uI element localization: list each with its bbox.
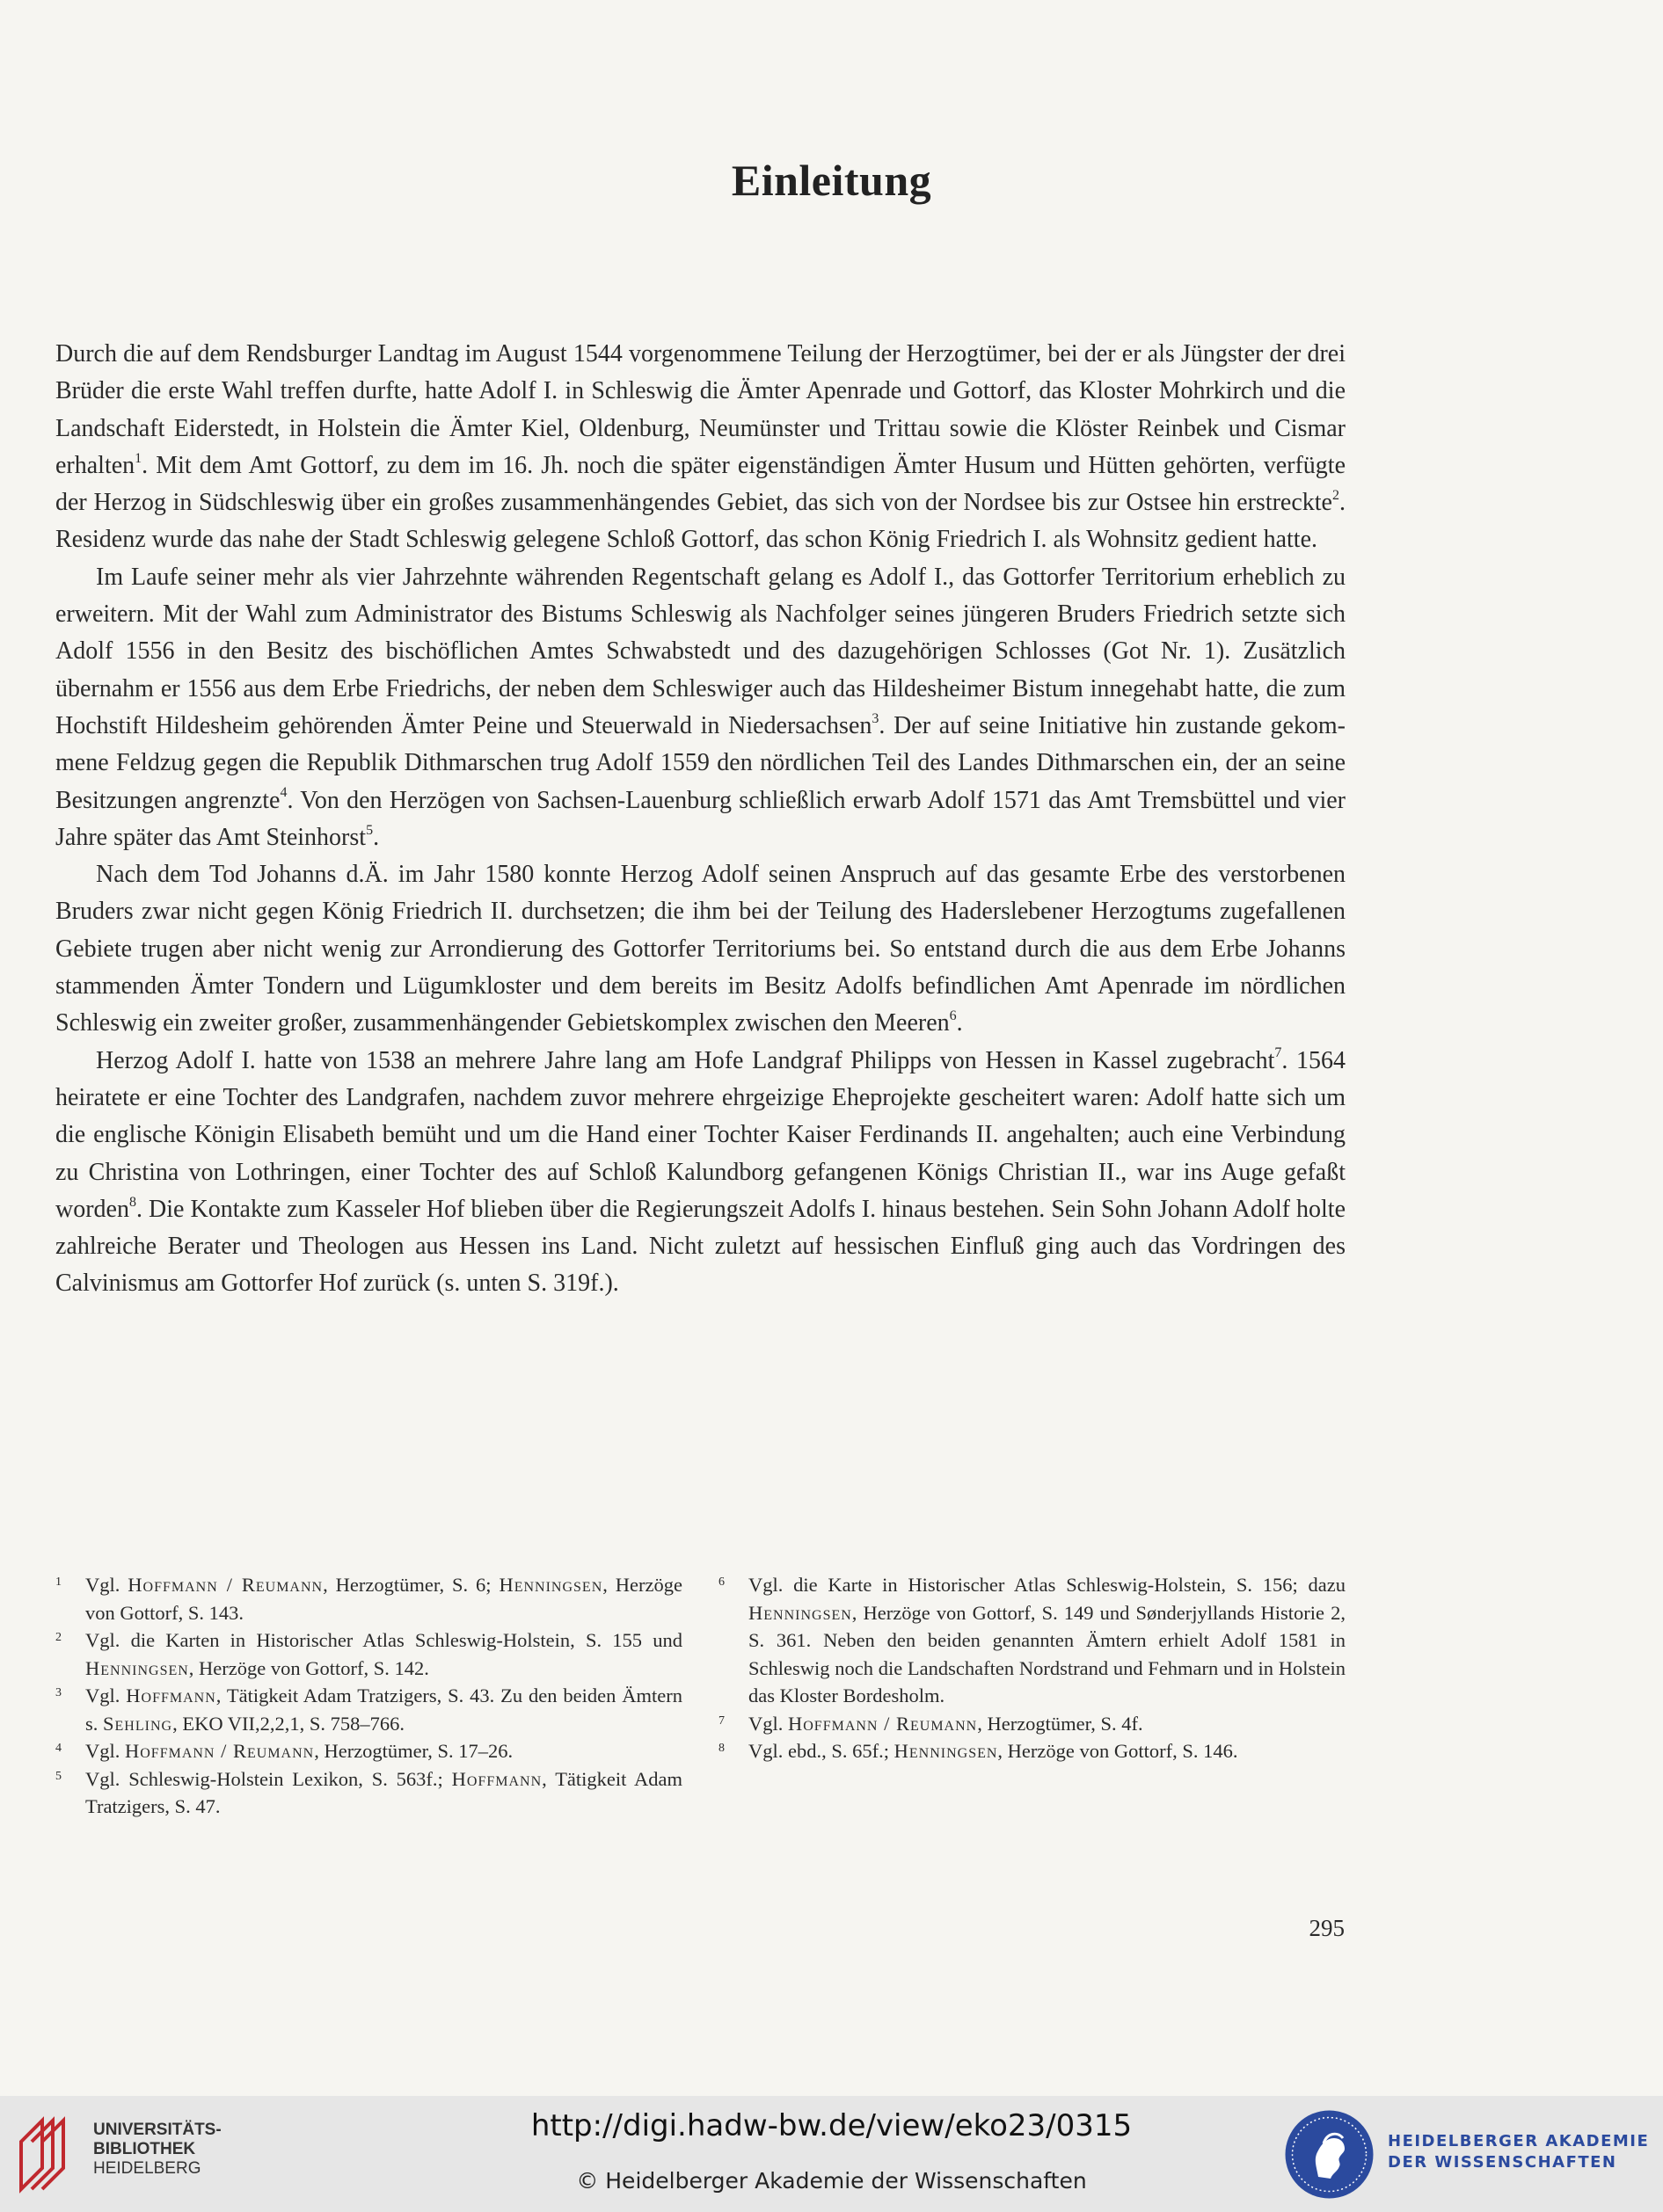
footnote-number: 3: [55, 1686, 62, 1699]
footnote-reference: 4: [280, 785, 288, 801]
footnote-reference: 2: [1332, 487, 1339, 503]
text-run: Vgl. die Karte in Historischer Atlas Schleswig-Holstein, S. 156; dazu: [748, 1574, 1346, 1596]
text-run: Nach dem Tod Johanns d.Ä. im Jahr 1580 konnte Herzog Adolf seinen Anspruch auf das gesamte Erbe des verstorbenen Bruders zwar nicht gegen König Friedrich II. durchsetzen; die ihm bei der Teilung des Haderslebener Herzogtums zugefallenen Gebiete trugen aber nicht wenig zur Arrondierung des Gottorfer Territoriums bei. So entstand durch die aus dem Erbe Johanns stammenden Ämter Tondern und Lügumkloster und dem bereits im Besitz Adolfs befindlichen Amt Apenrade im nördlichen Schleswig ein zweiter großer, zusammenhängender Gebietskomplex zwischen den Meeren: [55, 861, 1346, 1037]
text-run: Durch die auf dem Rendsburger Landtag im August 1544 vorgenommene Teilung der Herzogtümer, bei der er als Jüngster der drei Brüder die erste Wahl treffen durfte, hatte Adolf I. in Schleswig die Ämter Apenrade und Gottorf, das Kloster Mohrkirch und die Landschaft Eiderstedt, in Holstein die Ämter Kiel, Oldenburg, Neumünster und Trittau sowie die Klöster Reinbek und Cismar erhalten: [55, 340, 1346, 479]
ub-logo-line-2: BIBLIOTHEK: [93, 2140, 196, 2158]
footnote-8: [718, 1737, 1346, 1765]
text-run: . Residenz wurde das nahe der Stadt Schleswig gelegene Schloß Gottorf, das schon König Friedrich I. als Wohnsitz gedient hatte.: [55, 489, 1346, 554]
footnote-3: [55, 1682, 682, 1737]
text-run: , Herzöge von Gottorf, S. 143.: [85, 1574, 683, 1624]
ub-logo-line-3: HEIDELBERG: [93, 2159, 201, 2178]
footnote-5: [55, 1765, 682, 1821]
author-name: Hoffmann / Reumann: [125, 1740, 315, 1762]
footnote-number: 2: [55, 1631, 62, 1644]
paragraph-4: [55, 1043, 1346, 1303]
footnote-number: 8: [718, 1742, 725, 1755]
footnote-reference: 8: [128, 1194, 136, 1210]
footnote-number: 7: [718, 1714, 725, 1728]
text-run: . Von den Herzögen von Sachsen-Lauenburg schließlich erwarb Adolf 1571 das Amt Tremsbüttel und vier Jahre später das Amt Steinhorst: [55, 786, 1346, 851]
author-name: Hoffmann / Reumann: [788, 1712, 978, 1735]
footnote-number: 1: [55, 1575, 62, 1589]
hadw-seal-icon[interactable]: [1283, 2108, 1375, 2201]
text-run: Vgl.: [85, 1574, 128, 1596]
author-name: Henningsen: [893, 1740, 998, 1762]
author-name: Hoffmann: [451, 1767, 543, 1790]
footnote-reference: 6: [949, 1008, 957, 1024]
footnote-reference: 1: [135, 450, 142, 466]
footnotes-right-column: [718, 1571, 1346, 1765]
footnote-number: 5: [55, 1769, 62, 1783]
author-name: Hoffmann: [126, 1684, 216, 1706]
paragraph-3: [55, 856, 1346, 1042]
text-run: . Der auf seine Initiative hin zustande gekommene Feldzug gegen die Republik Dithmarschen trug Adolf 1559 den nördlichen Teil des Landes Dithmarschen ein, der an seine Besitzungen angrenzte: [55, 711, 1346, 814]
paragraph-1: [55, 336, 1346, 559]
footnote-4: [55, 1737, 682, 1765]
author-name: Henningsen: [499, 1574, 603, 1596]
page-number: 295: [1309, 1915, 1345, 1941]
author-name: Hoffmann / Reumann: [128, 1574, 324, 1596]
author-name: Henningsen: [748, 1601, 852, 1624]
text-run: , EKO VII,2,2,1, S. 758–766.: [172, 1712, 405, 1735]
text-run: , Tätigkeit Adam Tratzigers, S. 43. Zu den beiden Ämtern s.: [85, 1684, 682, 1735]
footnote-reference: 7: [1274, 1045, 1282, 1061]
text-run: .: [373, 823, 380, 851]
ub-logo-line-1: UNIVERSITÄTS-: [93, 2121, 222, 2139]
copyright-notice: © Heidelberger Akademie der Wissenschaften: [576, 2168, 1087, 2194]
author-name: Henningsen: [85, 1656, 189, 1679]
footnote-number: 4: [55, 1742, 62, 1755]
hadw-logo-line-2: DER WISSENSCHAFTEN: [1388, 2153, 1617, 2172]
footnote-6: [718, 1571, 1346, 1710]
text-run: , Tätigkeit Adam Tratzigers, S. 47.: [85, 1767, 682, 1817]
hadw-logo-line-1: HEIDELBERGER AKADEMIE: [1388, 2132, 1650, 2150]
permalink-url[interactable]: http://digi.hadw-bw.de/view/eko23/0315: [530, 2108, 1133, 2143]
footnote-2: [55, 1626, 682, 1682]
text-run: Vgl. ebd., S. 65f.;: [748, 1740, 894, 1762]
footnote-7: [718, 1710, 1346, 1738]
text-run: , Herzogtümer, S. 17–26.: [314, 1740, 514, 1762]
text-run: . Die Kontakte zum Kasseler Hof blieben über die Regierungszeit Adolfs I. hinaus bestehen. Sein Sohn Johann Adolf holte zahlreiche Berater und Theologen aus Hessen ins Land. Nicht zuletzt auf hessischen Einfluß ging auch das Vordringen des Calvinismus am Gottorfer Hof zurück (s. unten S. 319f.).: [55, 1195, 1346, 1298]
footnote-reference: 5: [366, 822, 374, 838]
text-run: .: [956, 1009, 963, 1037]
text-run: , Herzogtümer, S. 6;: [323, 1574, 500, 1596]
text-run: Vgl.: [85, 1684, 127, 1706]
text-run: . 1564 heiratete er eine Tochter des Landgrafen, nachdem zuvor mehrere ehrgeizige Eheprojekte gescheitert waren: Adolf hatte sich um die englische Königin Elisabeth bemüht und um die Hand einer Tochter Kaiser Ferdinands II. angehalten; auch eine Verbindung zu Christina von Lothringen, einer Tochter des auf Schloß Kalundborg gefangenen Königs Christian II., war ins Auge gefaßt worden: [55, 1046, 1346, 1223]
footnote-reference: 3: [872, 710, 879, 726]
paragraph-2: [55, 559, 1346, 856]
hadw-logo-text[interactable]: [1388, 2131, 1649, 2173]
text-run: , Herzöge von Gottorf, S. 149 und Sønderjyllands Historie 2, S. 361. Neben den beiden genannten Ämtern erhielt Adolf 1581 in Schleswig noch die Landschaften Nordstrand und Fehmarn und in Holstein das Kloster Bordesholm.: [748, 1601, 1346, 1706]
text-run: Herzog Adolf I. hatte von 1538 an mehrere Jahre lang am Hofe Landgraf Philipps von Hessen in Kassel zugebracht: [96, 1046, 1275, 1074]
text-run: Vgl.: [748, 1712, 788, 1735]
text-run: , Herzöge von Gottorf, S. 142.: [188, 1656, 429, 1679]
text-run: Vgl. Schleswig-Holstein Lexikon, S. 563f.;: [85, 1767, 452, 1790]
footnotes-left-column: [55, 1571, 682, 1821]
footnote-1: [55, 1571, 682, 1626]
footnote-number: 6: [718, 1575, 725, 1589]
text-run: Vgl.: [85, 1740, 125, 1762]
author-name: Sehling: [103, 1712, 173, 1735]
text-run: . Mit dem Amt Gottorf, zu dem im 16. Jh. noch die später eigenständigen Ämter Husum und Hütten gehörten, verfügte der Herzog in Südschleswig über ein großes zusammenhängendes Gebiet, das sich von der Nordsee bis zur Ostsee hin erstreckte: [55, 451, 1346, 517]
text-run: , Herzogtümer, S. 4f.: [977, 1712, 1143, 1735]
text-run: Vgl. die Karten in Historischer Atlas Schleswig-Holstein, S. 155 und: [85, 1629, 682, 1651]
text-run: , Herzöge von Gottorf, S. 146.: [997, 1740, 1238, 1762]
page-title: Einleitung: [731, 156, 932, 205]
text-run: Im Laufe seiner mehr als vier Jahrzehnte währenden Regentschaft gelang es Adolf I., das Gottorfer Territorium erheblich zu erweitern. Mit der Wahl zum Administrator des Bistums Schleswig als Nachfolger seines jüngeren Bruders Friedrich setzte sich Adolf 1556 in den Besitz des bischöflichen Amtes Schwabstedt und des dazugehörigen Schlosses (Got Nr. 1). Zusätzlich übernahm er 1556 aus dem Erbe Friedrichs, der neben dem Schleswiger auch das Hildesheimer Bistum innegehabt hatte, die zum Hochstift Hildesheim gehörenden Ämter Peine und Steuerwald in Niedersachsen: [55, 563, 1346, 739]
body-text: [55, 336, 1346, 1303]
footer-bar: [0, 2096, 1663, 2212]
